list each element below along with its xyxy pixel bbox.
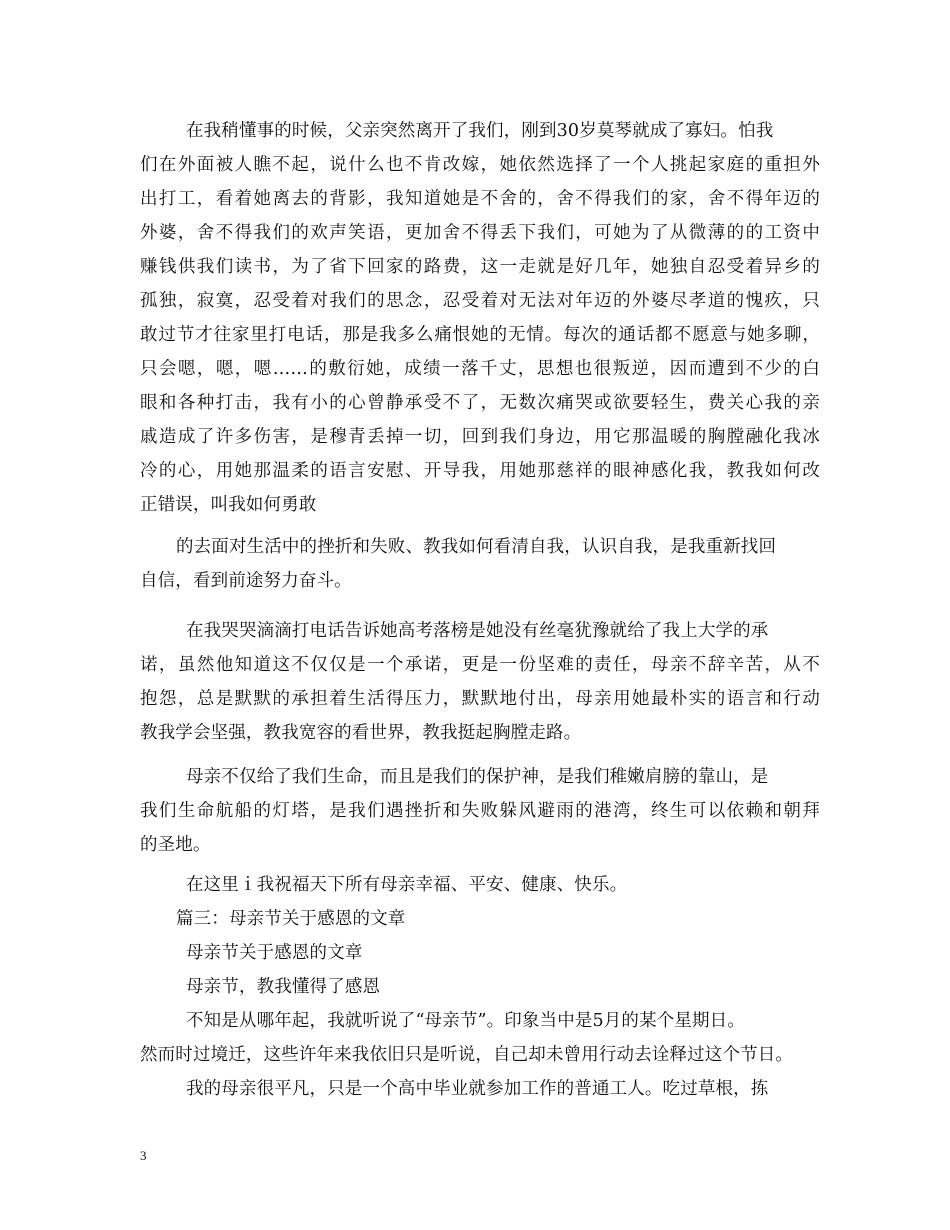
- text-line: 眼和各种打击，我有小的心曾静承受不了，无数次痛哭或欲要轻生，费关心我的亲: [140, 393, 820, 413]
- text-line: 敢过节才往家里打电话，那是我多么痛恨她的无情。每次的通话都不愿意与她多聊，: [140, 325, 820, 345]
- text-line: 然而时过境迁，这些许年来我依旧只是听说，自己却未曾用行动去诠释过这个节日。: [140, 1045, 794, 1065]
- text-line: 自信，看到前途努力奋斗。: [140, 571, 352, 591]
- text-line: 赚钱供我们读书，为了省下回家的路费，这一走就是好几年，她独自忍受着异乡的: [140, 257, 820, 277]
- text-line: 在我稍懂事的时候，父亲突然离开了我们，刚到30岁莫琴就成了寡妇。怕我: [186, 121, 774, 141]
- text-line: 在这里ｉ我祝福天下所有母亲幸福、平安、健康、快乐。: [186, 875, 628, 895]
- text-line: 不知是从哪年起，我就听说了“母亲节”。印象当中是5月的某个星期日。: [186, 1011, 745, 1031]
- article-subtitle: 母亲节，教我懂得了感恩: [186, 977, 381, 997]
- text-line: 们在外面被人瞧不起，说什么也不肯改嫁，她依然选择了一个人挑起家庭的重担外: [140, 155, 820, 175]
- text-line: 外婆，舍不得我们的欢声笑语，更加舍不得丢下我们，可她为了从微薄的的工资中: [140, 223, 820, 243]
- page-number: 3: [140, 1148, 147, 1163]
- text-line: 诺，虽然他知道这不仅仅是一个承诺，更是一份坚难的责任，母亲不辞辛苦，从不: [140, 655, 820, 675]
- text-line: 正错误，叫我如何勇敢: [140, 495, 317, 515]
- text-line: 母亲不仅给了我们生命，而且是我们的保护神，是我们稚嫩肩膀的靠山，是: [186, 767, 769, 787]
- text-line: 冷的心，用她那温柔的语言安慰、开导我，用她那慈祥的眼神感化我，教我如何改: [140, 461, 820, 481]
- article-title: 母亲节关于感恩的文章: [186, 943, 363, 963]
- section-heading: 篇三：母亲节关于感恩的文章: [176, 909, 406, 929]
- text-line: 的去面对生活中的挫折和失败、教我如何看清自我，认识自我，是我重新找回: [176, 537, 777, 557]
- text-line: 的圣地。: [140, 835, 211, 855]
- text-line: 只会嗯，嗯，嗯……的敷衍她，成绩一落千丈，思想也很叛逆，因而遭到不少的白: [140, 359, 820, 379]
- text-line: 出打工，看着她离去的背影，我知道她是不舍的，舍不得我们的家，舍不得年迈的: [140, 189, 820, 209]
- text-line: 我的母亲很平凡，只是一个高中毕业就参加工作的普通工人。吃过草根，拣: [186, 1079, 769, 1099]
- text-line: 戚造成了许多伤害，是穆青丢掉一切，回到我们身边，用它那温暖的胸膛融化我冰: [140, 427, 820, 447]
- text-line: 教我学会坚强，教我宽容的看世界，教我挺起胸膛走路。: [140, 723, 582, 743]
- text-line: 我们生命航船的灯塔，是我们遇挫折和失败躲风避雨的港湾，终生可以依赖和朝拜: [140, 801, 820, 821]
- text-line: 孤独，寂寞，忍受着对我们的思念，忍受着对无法对年迈的外婆尽孝道的愧疚，只: [140, 291, 820, 311]
- text-line: 抱怨，总是默默的承担着生活得压力，默默地付出，母亲用她最朴实的语言和行动: [140, 689, 820, 709]
- text-line: 在我哭哭滴滴打电话告诉她高考落榜是她没有丝毫犹豫就给了我上大学的承: [186, 621, 769, 641]
